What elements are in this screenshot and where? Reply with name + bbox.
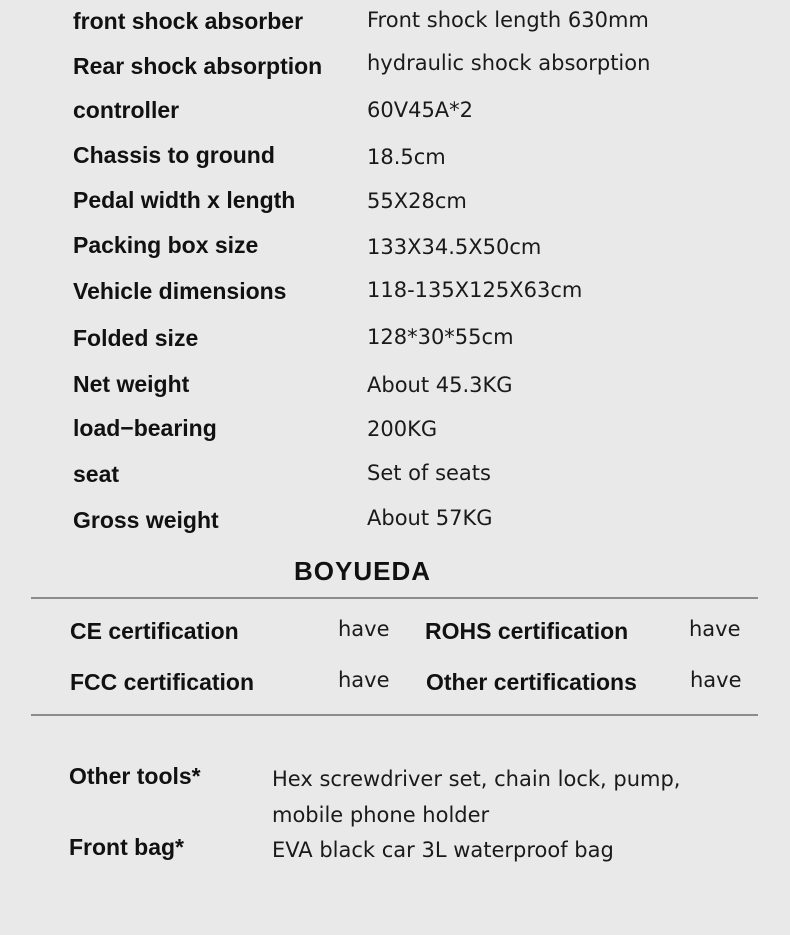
spec-value: 133X34.5X50cm <box>367 235 542 259</box>
spec-row-seat <box>0 460 790 500</box>
spec-value: About 45.3KG <box>367 373 513 397</box>
spec-value: Set of seats <box>367 461 491 485</box>
extra-label-other-tools: Other tools* <box>69 763 201 789</box>
spec-label: Folded size <box>73 325 199 351</box>
spec-value: About 57KG <box>367 506 493 530</box>
spec-label: Packing box size <box>73 232 259 258</box>
extra-label-front-bag: Front bag* <box>69 834 184 860</box>
extra-value-other-tools: Hex screwdriver set, chain lock, pump, mobile phone holder <box>272 767 681 827</box>
cert-label-fcc: FCC certification <box>70 669 255 695</box>
spec-value: 118-135X125X63cm <box>367 278 583 302</box>
spec-row-chassis <box>0 141 790 181</box>
spec-row-net-weight <box>0 370 790 410</box>
spec-label: Pedal width x length <box>73 187 296 213</box>
cert-value-fcc: have <box>338 668 390 692</box>
spec-label: Chassis to ground <box>73 142 275 168</box>
spec-row-load-bearing <box>0 414 790 454</box>
spec-label: Rear shock absorption <box>73 53 323 79</box>
cert-label-other: Other certifications <box>426 669 637 695</box>
cert-label-ce: CE certification <box>70 618 239 644</box>
spec-label: front shock absorber <box>73 8 304 34</box>
spec-label: seat <box>73 461 120 487</box>
cert-value-ce: have <box>338 617 390 641</box>
spec-row-packing-box <box>0 231 790 271</box>
spec-value: hydraulic shock absorption <box>367 51 651 75</box>
spec-label: Net weight <box>73 371 190 397</box>
divider-top <box>31 597 758 599</box>
cert-value-rohs: have <box>689 617 741 641</box>
divider-bottom <box>31 714 758 716</box>
spec-row-pedal <box>0 186 790 226</box>
cert-value-other: have <box>690 668 742 692</box>
spec-label: controller <box>73 97 180 123</box>
spec-row-folded-size <box>0 324 790 364</box>
spec-row-controller <box>0 96 790 136</box>
spec-row-rear-shock <box>0 51 790 91</box>
spec-row-front-shock <box>0 6 790 46</box>
extra-value-front-bag: EVA black car 3L waterproof bag <box>272 838 614 862</box>
spec-value: 200KG <box>367 417 438 441</box>
cert-label-rohs: ROHS certification <box>425 618 629 644</box>
brand-logo: BOYUEDA <box>294 556 432 586</box>
spec-value: 18.5cm <box>367 145 446 169</box>
spec-row-vehicle-dimensions <box>0 277 790 317</box>
spec-label: load−bearing <box>73 415 217 441</box>
spec-value: Front shock length 630mm <box>367 8 649 32</box>
spec-value: 55X28cm <box>367 189 467 213</box>
spec-value: 128*30*55cm <box>367 325 514 349</box>
spec-value: 60V45A*2 <box>367 98 474 122</box>
spec-label: Gross weight <box>73 507 219 533</box>
spec-row-gross-weight <box>0 505 790 545</box>
spec-label: Vehicle dimensions <box>73 278 287 304</box>
